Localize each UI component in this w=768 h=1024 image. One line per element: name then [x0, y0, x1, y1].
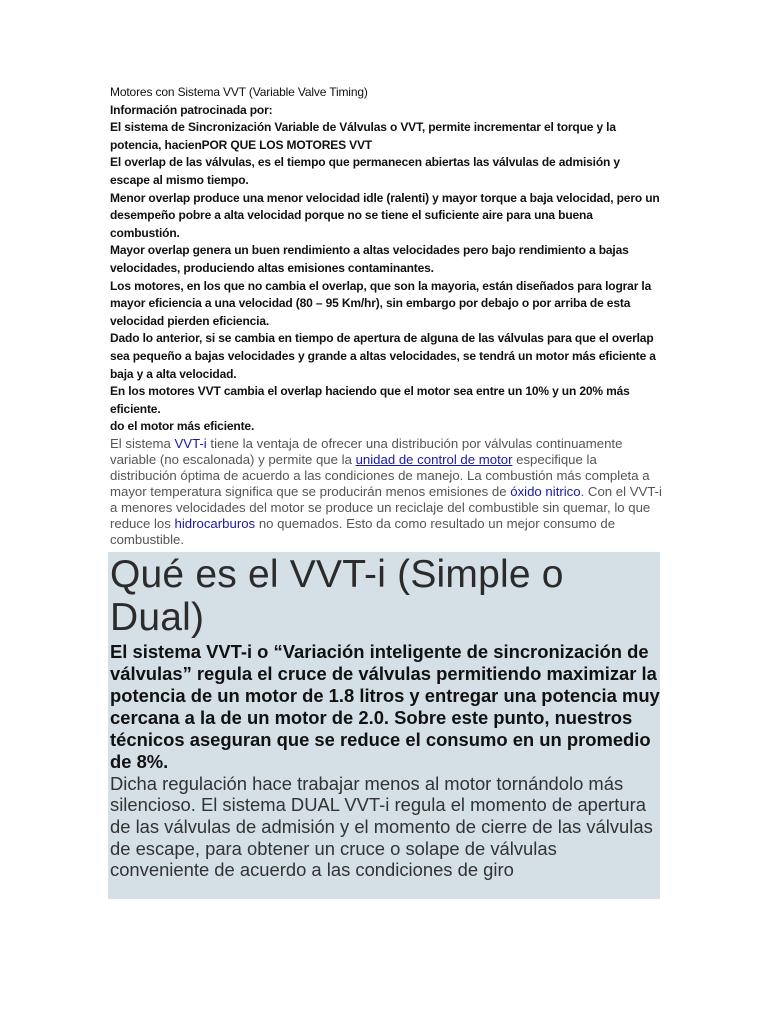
- document-page: [110, 84, 662, 899]
- web-text-3: especifique la distribución óptima de acuerdo a las condiciones de manejo. La combustión más completa a mayor temperatura significa que se producirán menos emisiones de: [110, 451, 650, 499]
- section-heading: Qué es el VVT-i (Simple o Dual): [110, 552, 564, 639]
- intro-paragraph-1: [110, 119, 662, 154]
- vvti-web-paragraph: [110, 436, 662, 548]
- intro-paragraph-3: Menor overlap produce una menor velocidad idle (ralenti) y mayor torque a baja velocidad, pero un desempeño pobre a alta velocidad porque no se tiene el suficiente aire para una buena combustión.: [110, 190, 660, 240]
- web-text-2: tiene la ventaja de ofrecer una distribución por válvulas continuamente variable (no escalonada) y permite que la: [110, 435, 623, 467]
- link-vvt-i[interactable]: VVT-i: [174, 435, 207, 451]
- intro-paragraph-1-text: El sistema de Sincronización Variable de Válvulas o VVT, permite incrementar el torque y la potencia, hacien: [110, 120, 616, 152]
- link-oxido-nitrico[interactable]: óxido nitrico: [510, 483, 581, 499]
- section-lead: El sistema VVT-i o “Variación inteligente de sincronización de válvulas” regula el cruce de válvulas permitiendo maximizar la potencia de un motor de 1.8 litros y entregar una potencia muy cercana a la de un motor de 2.0. Sobre este punto, nuestros técnicos aseguran que se reduce el consumo en un promedio de 8%.: [110, 640, 660, 772]
- intro-paragraph-5: Los motores, en los que no cambia el overlap, que son la mayoria, están diseñados para lograr la mayor eficiencia a una velocidad (80 – 95 Km/hr), sin embargo por debajo o por arriba de esta velocidad pierden eficiencia.: [110, 278, 652, 328]
- web-text-5: no quemados. Esto da como resultado un mejor consumo de combustible.: [110, 515, 616, 547]
- intro-paragraph-2: El overlap de las válvulas, es el tiempo que permanecen abiertas las válvulas de admisión y escape al mismo tiempo.: [110, 155, 620, 187]
- intro-paragraph-1-strong: POR QUE LOS MOTORES VVT: [201, 137, 372, 152]
- intro-paragraph-7: En los motores VVT cambia el overlap haciendo que el motor sea entre un 10% y un 20% más eficiente.: [110, 384, 630, 416]
- web-text-1: El sistema: [110, 435, 175, 451]
- link-hidrocarburos[interactable]: hidrocarburos: [174, 515, 256, 531]
- sponsor-line: Información patrocinada por:: [110, 102, 273, 117]
- intro-block: [110, 84, 662, 436]
- intro-paragraph-6: Dado lo anterior, si se cambia en tiempo de apertura de alguna de las válvulas para que el overlap sea pequeño a bajas velocidades y grande a altas velocidades, se tendrá un motor más eficiente a baja y a alta velocidad.: [110, 331, 656, 381]
- document-title: Motores con Sistema VVT (Variable Valve Timing): [110, 85, 368, 99]
- intro-paragraph-8: do el motor más eficiente.: [110, 419, 255, 434]
- web-text-4: . Con el VVT-i a menores velocidades del motor se produce un reciclaje del combustible sin quemar, lo que reduce los: [110, 483, 662, 531]
- link-unidad-control-motor[interactable]: unidad de control de motor: [355, 451, 513, 467]
- vvti-section: [108, 552, 660, 899]
- intro-paragraph-4: Mayor overlap genera un buen rendimiento a altas velocidades pero bajo rendimiento a bajas velocidades, produciendo altas emisiones contaminantes.: [110, 243, 629, 275]
- section-body: Dicha regulación hace trabajar menos al motor tornándolo más silencioso. El sistema DUAL VVT-i regula el momento de apertura de las válvulas de admisión y el momento de cierre de las válvulas de escape, para obtener un cruce o solape de válvulas conveniente de acuerdo a las condiciones de giro: [110, 772, 653, 881]
